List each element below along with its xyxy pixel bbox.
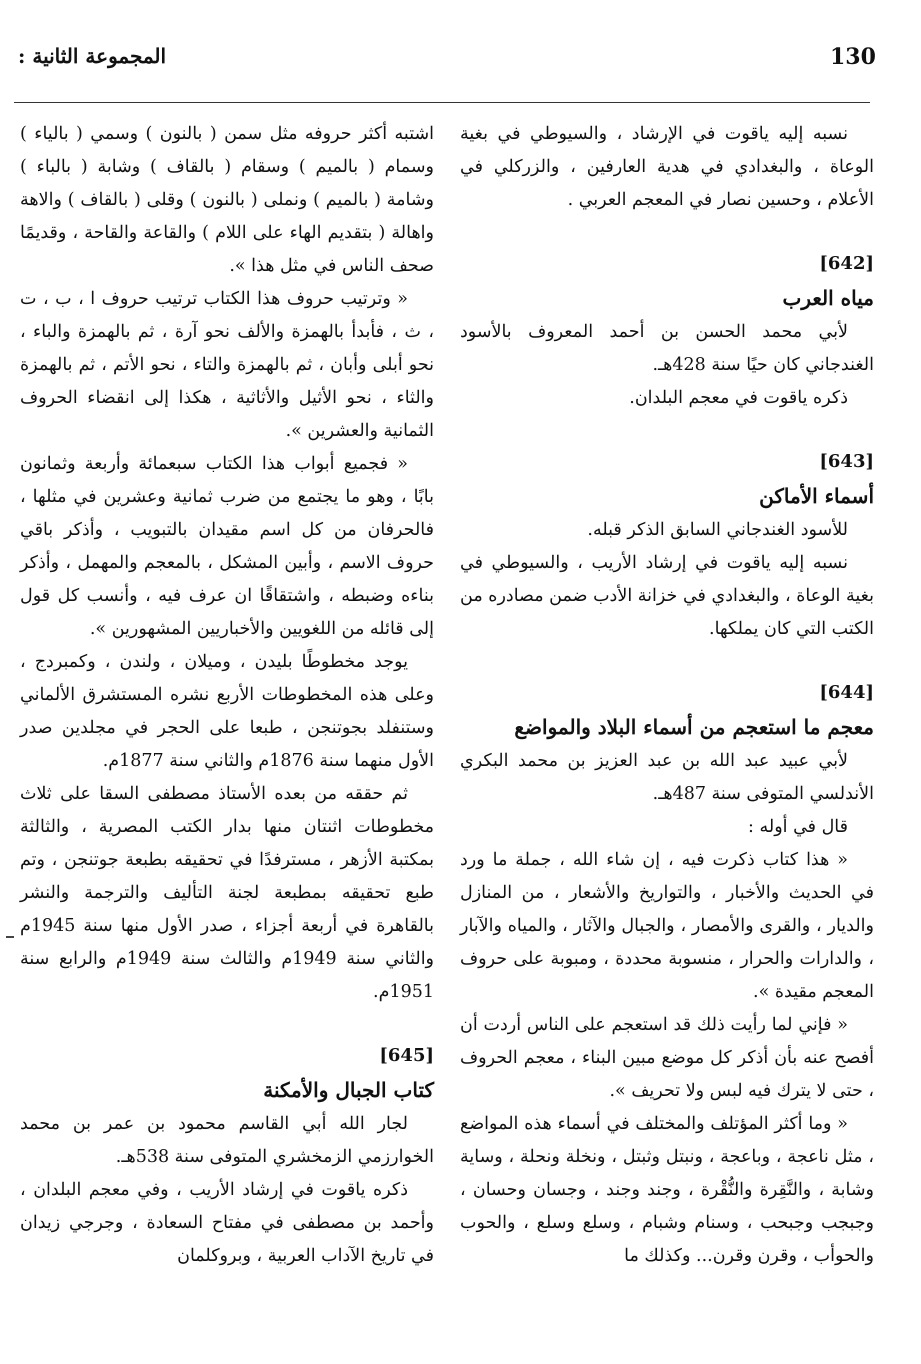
entry-title-644: معجم ما استعجم من أسماء البلاد والمواضع bbox=[514, 715, 874, 739]
entry-645-source: ذكره ياقوت في إرشاد الأريب ، وفي معجم البلدان ، وأحمد بن مصطفى في مفتاح السعادة ، وجرجي زيدان في تاريخ الآداب العربية ، وبروكلمان bbox=[20, 1180, 434, 1266]
left-column bbox=[20, 118, 434, 1273]
entry-642-source: ذكره ياقوت في معجم البلدان. bbox=[629, 388, 848, 408]
entry-644-editions: ثم حققه من بعده الأستاذ مصطفى السقا على ثلاث مخطوطات اثنتان منها بدار الكتب المصرية ، والثالثة بمكتبة الأزهر ، مسترفدًا في تحقيقه بطبعة جوتنجن ، وتم طبع تحقيقه بمطبعة لجنة التأليف والترجمة والنشر بالقاهرة في أربعة أجزاء ، صدر الأول منها سنة 1945م والثاني سنة 1949م والثالث سنة 1949م والرابع سنة 1951م. bbox=[20, 784, 435, 1002]
entry-number-645: [645] bbox=[379, 1045, 434, 1066]
entry-title-645: كتاب الجبال والأمكنة bbox=[263, 1078, 434, 1102]
entry-644-quote-1: « هذا كتاب ذكرت فيه ، إن شاء الله ، جملة ما ورد في الحديث والأخبار ، والتواريخ والأشعار ، من المنازل والديار ، والقرى والأمصار ، والجبال والآثار ، والمياه والآبار ، والدارات والحرار ، منسوبة محددة ، ومبوبة على حروف المعجم مقيدة ». bbox=[460, 850, 874, 1002]
entry-continuation-text: نسبه إليه ياقوت في الإرشاد ، والسيوطي في بغية الوعاة ، والبغدادي في هدية العارفين ، والزركلي في الأعلام ، وحسين نصار في المعجم العربي . bbox=[460, 124, 874, 210]
entry-644-quote-4: « وترتيب حروف هذا الكتاب ترتيب حروف ا ، ب ، ت ، ث ، فأبدأ بالهمزة والألف نحو آرة ، ثم بالهمزة والباء ، نحو أبلى وأبان ، ثم بالهمزة والتاء ، نحو الأتم ، ثم بالهمزة والثاء ، نحو الأثيل والأثاثية ، هكذا إلى انقضاء الحروف الثمانية والعشرين ». bbox=[20, 289, 434, 441]
entry-644-author: لأبي عبيد عبد الله بن عبد العزيز بن محمد البكري الأندلسي المتوفى سنة 487هـ. bbox=[460, 751, 874, 804]
entry-number-644: [644] bbox=[819, 682, 874, 703]
running-head: المجموعة الثانية : bbox=[18, 44, 167, 68]
entry-title-643: أسماء الأماكن bbox=[759, 484, 874, 508]
entry-644-quote-5: « فجميع أبواب هذا الكتاب سبعمائة وأربعة وثمانون بابًا ، وهو ما يجتمع من ضرب ثمانية وعشرين في مثلها ، فالحرفان من كل اسم مقيدان بالتبويب ، وأذكر باقي حروف الاسم ، وأبين المشكل ، بالمعجم والمهمل ، وأذكر بناءه وضبطه ، واشتقاقًا ان عرف فيه ، وأنسب كل قول إلى قائله من اللغويين والأخباريين المشهورين ». bbox=[20, 454, 434, 639]
entry-644-quote-2: « فإني لما رأيت ذلك قد استعجم على الناس أردت أن أفصح عنه بأن أذكر كل موضع مبين البناء ، معجم الحروف ، حتى لا يترك فيه لبس ولا تحريف ». bbox=[460, 1015, 874, 1101]
entry-643-author: للأسود الغندجاني السابق الذكر قبله. bbox=[587, 520, 848, 540]
entry-number-643: [643] bbox=[819, 451, 874, 472]
header-rule bbox=[14, 102, 870, 103]
page-header bbox=[18, 44, 876, 84]
entry-642-author: لأبي محمد الحسن بن أحمد المعروف بالأسود الغندجاني كان حيًا سنة 428هـ. bbox=[460, 322, 874, 375]
entry-645-author: لجار الله أبي القاسم محمود بن عمر بن محمد الخوارزمي الزمخشري المتوفى سنة 538هـ. bbox=[20, 1114, 434, 1167]
entry-643-source: نسبه إليه ياقوت في إرشاد الأريب ، والسيوطي في بغية الوعاة ، والبغدادي في خزانة الأدب ضمن مصادره من الكتب التي كان يملكها. bbox=[460, 553, 874, 639]
entry-644-quote-3: « وما أكثر المؤتلف والمختلف في أسماء هذه المواضع ، مثل ناعجة ، وباعجة ، ونبتل وثبتل ، ونخلة ونحلة ، وساية وشابة ، والنَّقِرة والنُّقْرة ، وجند وجند ، وجسان وحسان ، وجبجب وجبحب ، وسنام وشبام ، وسلع وسلع ، والحوب والحوأب ، وقرن وقرن... وكذلك ما bbox=[460, 1114, 874, 1266]
entry-644-intro: قال في أوله : bbox=[748, 817, 848, 837]
entry-number-642: [642] bbox=[819, 253, 874, 274]
page-number: 130 bbox=[830, 44, 876, 70]
entry-644-quote-3-cont: اشتبه أكثر حروفه مثل سمن ( بالنون ) وسمي ( بالياء ) وسمام ( بالميم ) وسقام ( بالقاف ) وشابة ( بالباء ) وشامة ( بالميم ) ونملى ( بالنون ) وقلى ( بالقاف ) والاهة واهالة ( بتقديم الهاء على اللام ) والقاعة والقاحة ، وقديمًا صحف الناس في مثل هذا ». bbox=[20, 124, 434, 276]
entry-644-manuscripts: يوجد مخطوطًا بليدن ، وميلان ، ولندن ، وكمبردج ، وعلى هذه المخطوطات الأربع نشره المستشرق الألماني وستنفلد بجوتنجن ، طبعا على الحجر في مجلدين صدر الأول منهما سنة 1876م والثاني سنة 1877م. bbox=[20, 652, 434, 771]
right-column bbox=[460, 118, 874, 1273]
margin-mark bbox=[6, 936, 14, 938]
entry-title-642: مياه العرب bbox=[782, 286, 874, 310]
